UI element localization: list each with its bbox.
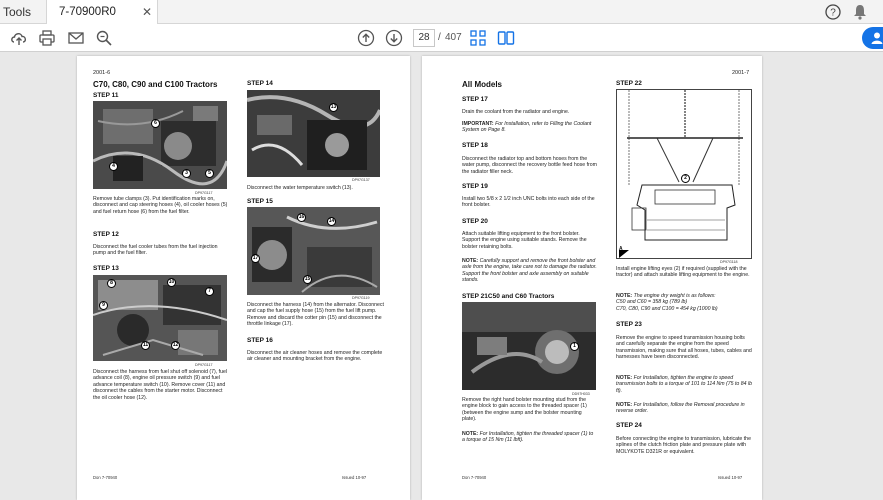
note-text: For Installation, follow the Removal procedure in reverse order. — [616, 402, 745, 415]
important-label: IMPORTANT: — [462, 121, 494, 127]
page-up-icon[interactable] — [356, 28, 376, 48]
step-24-text: Before connecting the engine to transmission, lubricate the splines of the clutch friction plate and pressure plate with MOLYKOTE D321R or equivalent. — [616, 436, 751, 455]
step-21-photo — [462, 302, 596, 390]
section-title-left: C70, C80, C90 and C100 Tractors — [93, 80, 218, 89]
two-page-view-icon[interactable] — [496, 28, 516, 48]
diagram-corner-label: A — [619, 246, 623, 252]
callout: 4 — [109, 162, 118, 171]
step-16-text: Disconnect the air cleaner hoses and remove the complete air cleaner and mounting bracket from the engine. — [247, 350, 383, 363]
callout: 10 — [168, 279, 175, 285]
note-text: Carefully support and remove the front bolster and axle from the engine, take care not to damage the radiator. Support the front bolster and axle assembly on suitable stands. — [462, 258, 597, 284]
step-13-text: Disconnect the harness from fuel shut off solenoid (7), fuel advance coil (8), engine oil pressure switch (9) and fuel advance temperature switch (10). Remove cover (11) and disconnect the cables from the starter motor. Disconnect the oil cooler hose (12). — [93, 369, 227, 401]
step-23-note-2 — [616, 402, 754, 415]
step-19-label: STEP 19 — [462, 183, 488, 190]
step-14-figure-ref: DP97G137 — [352, 178, 370, 182]
tab-bar — [0, 0, 883, 24]
step-12-text: Disconnect the fuel cooler tubes from the fuel injection pump and the fuel filter. — [93, 244, 218, 257]
step-15-label: STEP 15 — [247, 198, 273, 205]
callout: 11 — [142, 342, 149, 348]
step-13-figure-ref: DP97G117 — [195, 363, 213, 367]
step-11-label: STEP 11 — [93, 92, 119, 99]
step-13-photo — [93, 275, 227, 361]
help-icon[interactable] — [824, 3, 842, 21]
toolbar — [0, 24, 883, 52]
step-15-figure-ref: DP97G119 — [352, 296, 370, 300]
mail-icon[interactable] — [66, 28, 86, 48]
document-tab[interactable] — [46, 0, 158, 25]
tools-tab[interactable]: Tools — [3, 5, 32, 19]
callout: 14 — [328, 218, 335, 224]
weight-c70-c100: C70, C80, C90 and C100 = 454 kg (1000 lb) — [616, 305, 718, 312]
note-label: NOTE: — [616, 402, 633, 408]
zoom-search-icon[interactable] — [94, 28, 114, 48]
step-17-label: STEP 17 — [462, 96, 488, 103]
callout: 3 — [182, 169, 191, 178]
step-20-label: STEP 20 — [462, 218, 488, 225]
callout: 15 — [304, 276, 311, 282]
note-text: For Installation, tighten the engine to speed transmission bolts to a torque of 101 to 114 Nm (75 to 84 lb ft). — [616, 375, 753, 394]
page-footer-issued: Issued 10-97 — [718, 475, 743, 480]
step-15-photo — [247, 207, 380, 295]
step-11-photo — [93, 101, 227, 189]
step-15-text: Disconnect the harness (14) from the alternator. Disconnect and cap the fuel supply hose (15) from the fuel lift pump. Remove and discard the cotter pin (15) and disconnect the throttle linkage (17). — [247, 302, 384, 328]
current-page-input[interactable]: 28 — [413, 29, 435, 47]
step-23-text: Remove the engine to speed transmission housing bolts and carefully separate the engine from the speed transmission, making sure that all hoses, tubes, cables and harnesses have been disconnected. — [616, 335, 752, 361]
step-14-label: STEP 14 — [247, 80, 273, 87]
note-label: NOTE: — [616, 293, 633, 299]
callout: 16 — [298, 214, 305, 220]
account-button[interactable] — [862, 27, 883, 49]
step-21-note — [462, 431, 597, 444]
step-22-note — [616, 293, 754, 312]
step-13-label: STEP 13 — [93, 265, 119, 272]
step-18-label: STEP 18 — [462, 142, 488, 149]
step-22-figure-ref: DP97G118 — [720, 260, 738, 264]
pdf-page-right — [422, 56, 762, 500]
callout: 13 — [330, 104, 337, 110]
step-22-text: Install engine lifting eyes (2) if required (supplied with the tractor) and attach suitable lifting equipment to the engine. — [616, 266, 750, 279]
callout: 17 — [252, 255, 259, 261]
step-17-important — [462, 121, 597, 134]
page-header-left: 2001-6 — [93, 70, 111, 76]
weight-c50-c60: C50 and C60 = 358 kg (789 lb) — [616, 299, 688, 306]
step-19-text: Install two 5/8 x 2 1/2 inch UNC bolts into each side of the front bolster. — [462, 196, 595, 209]
callout: 12 — [172, 342, 179, 348]
page-down-icon[interactable] — [384, 28, 404, 48]
user-icon — [870, 31, 883, 45]
upload-cloud-icon[interactable] — [9, 28, 29, 48]
note-label: NOTE: — [616, 375, 633, 381]
note-text: The engine dry weight is as follows: — [633, 293, 716, 299]
note-label: NOTE: — [462, 258, 479, 264]
svg-text:?: ? — [830, 7, 836, 19]
step-21-text: Remove the right hand bolster mounting stud from the engine block to gain access to the threaded spacer (1) (between the engine sump and the bolster mounting plate). — [462, 397, 587, 423]
step-21-figure-ref: DD97H033 — [572, 392, 590, 396]
callout: 8 — [107, 279, 116, 288]
step-12-label: STEP 12 — [93, 231, 119, 238]
page-footer-left: Don 7-70940 — [93, 475, 118, 480]
step-21-label: STEP 21C50 and C60 Tractors — [462, 293, 555, 300]
callout: 1 — [570, 342, 579, 351]
pdf-page-left — [77, 56, 410, 500]
total-pages: 407 — [445, 32, 462, 43]
note-label: NOTE: — [462, 431, 479, 437]
page-separator: / — [438, 32, 441, 43]
bell-icon[interactable] — [851, 3, 869, 21]
page-footer-left: Don 7-70940 — [462, 475, 487, 480]
step-18-text: Disconnect the radiator top and bottom hoses from the water pump, disconnect the recovery bottle feed hose from the radiator filler neck. — [462, 156, 597, 175]
note-text: For Installation, tighten the threaded spacer (1) to a torque of 15 Nm (11 lbft). — [462, 431, 594, 444]
step-14-photo — [247, 90, 380, 177]
callout: 7 — [205, 287, 214, 296]
callout: 5 — [205, 169, 214, 178]
important-text: For Installation, refer to Filling the Coolant System on Page 8. — [462, 121, 592, 134]
print-icon[interactable] — [37, 28, 57, 48]
fit-width-icon[interactable] — [468, 28, 488, 48]
document-tab-title: 7-70900R0 — [59, 6, 116, 18]
step-11-text: Remove tube clamps (3). Put identification marks on, disconnect and cap steering hoses (4), oil cooler hoses (5) and fuel return hose (6) from the fuel filter. — [93, 196, 228, 215]
step-16-label: STEP 16 — [247, 337, 273, 344]
step-23-note-1 — [616, 375, 754, 394]
callout: 2 — [681, 174, 690, 183]
step-20-text: Attach suitable lifting equipment to the front bolster. Support the engine using suitable stands. Remove the bolster retaining bolts. — [462, 231, 587, 250]
close-tab-icon[interactable]: ✕ — [141, 5, 152, 19]
step-22-label: STEP 22 — [616, 80, 642, 87]
page-header-right: 2001-7 — [732, 70, 750, 76]
callout: 6 — [151, 119, 160, 128]
step-24-label: STEP 24 — [616, 422, 642, 429]
step-17-text: Drain the coolant from the radiator and engine. — [462, 109, 570, 115]
step-14-text: Disconnect the water temperature switch (13). — [247, 185, 353, 191]
page-footer-issued: Issued 10-97 — [342, 475, 367, 480]
step-20-note — [462, 258, 597, 284]
callout: 9 — [99, 301, 108, 310]
step-23-label: STEP 23 — [616, 321, 642, 328]
step-22-diagram — [616, 89, 752, 259]
step-11-figure-ref: DP97G117 — [195, 191, 213, 195]
section-title-right: All Models — [462, 80, 503, 89]
